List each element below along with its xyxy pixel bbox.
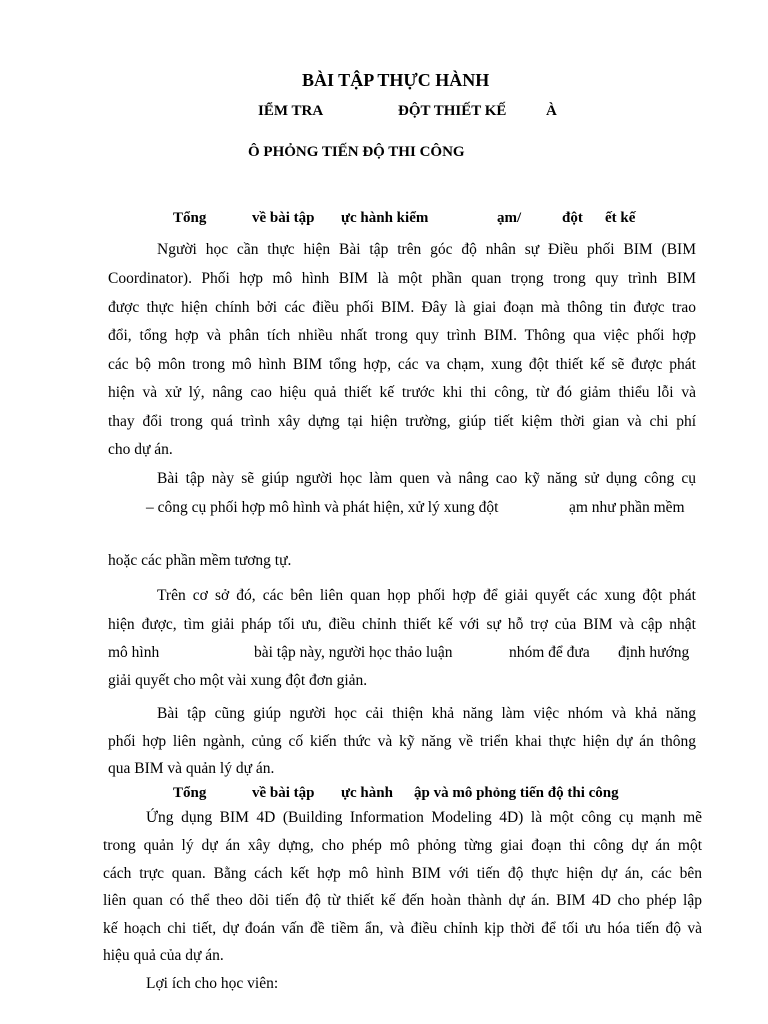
paragraph-line-fragment: định hướng xyxy=(618,644,690,661)
section2-heading-part-2: về bài tập xyxy=(252,785,315,801)
paragraph-line: cách trực quan. Bằng cách kết hợp mô hình BIM với tiến độ thực hiện dự án, các bên xyxy=(103,865,702,882)
subtitle-fragment-1: IỂM TRA xyxy=(258,103,324,119)
section1-heading-part-2: về bài tập xyxy=(252,210,315,226)
section2-heading-part-1: Tổng xyxy=(173,785,207,801)
paragraph-line: hiệu quả của dự án. xyxy=(103,947,224,964)
paragraph-line-fragment: – công cụ phối hợp mô hình và phát hiện, xử lý xung đột xyxy=(146,499,499,516)
paragraph-line: qua BIM và quản lý dự án. xyxy=(108,760,275,777)
paragraph-line: liên quan có thể theo dõi tiến độ từ thiết kế đến hoàn thành dự án. BIM 4D cho phép lập xyxy=(103,892,702,909)
paragraph-line: hiện được, tìm giải pháp tối ưu, điều chỉnh thiết kế với sự hỗ trợ của BIM và cập nhật xyxy=(108,616,696,633)
subtitle-line-3: Ô PHỎNG TIẾN ĐỘ THI CÔNG xyxy=(248,144,465,160)
section1-heading-part-3: ực hành kiểm xyxy=(341,210,429,226)
paragraph-line: hoặc các phần mềm tương tự. xyxy=(108,552,292,569)
paragraph-line: trong quản lý dự án xây dựng, cho phép mô phỏng từng giai đoạn thi công dự án một xyxy=(103,837,702,854)
paragraph-line: Coordinator). Phối hợp mô hình BIM là một phần quan trọng trong quy trình BIM xyxy=(108,270,696,287)
page-title: BÀI TẬP THỰC HÀNH xyxy=(302,70,490,90)
section2-heading-part-4: ập và mô phỏng tiến độ thi công xyxy=(414,785,619,801)
paragraph-line: Trên cơ sở đó, các bên liên quan họp phối hợp để giải quyết các xung đột phát xyxy=(157,587,696,604)
paragraph-line: Ứng dụng BIM 4D (Building Information Modeling 4D) là một công cụ mạnh mẽ xyxy=(146,809,702,826)
section1-heading-part-4: ạm/ xyxy=(497,210,522,226)
paragraph-line-fragment: mô hình xyxy=(108,644,160,661)
paragraph-line: Người học cần thực hiện Bài tập trên góc độ nhân sự Điều phối BIM (BIM xyxy=(157,241,696,258)
benefits-label: Lợi ích cho học viên: xyxy=(146,975,279,992)
section2-heading-part-3: ực hành xyxy=(341,785,393,801)
section1-heading-part-1: Tổng xyxy=(173,210,207,226)
paragraph-line: thay đổi trong quá trình xây dựng tại hiện trường, giúp tiết kiệm thời gian và chi phí xyxy=(108,413,696,430)
paragraph-line: cho dự án. xyxy=(108,441,173,458)
paragraph-line: phối hợp liên ngành, củng cố kiến thức và kỹ năng về triển khai thực hiện dự án thông xyxy=(108,733,696,750)
paragraph-line-fragment: ạm như phần mềm xyxy=(569,499,685,516)
paragraph-line: đổi, tổng hợp và phân tích nhiều nhất trong quy trình BIM. Thông qua việc phối hợp xyxy=(108,327,696,344)
paragraph-line: các bộ môn trong mô hình BIM tổng hợp, các va chạm, xung đột thiết kế sẽ được phát xyxy=(108,356,696,373)
paragraph-line: kế hoạch chi tiết, dự đoán vấn đề tiềm ẩn, và điều chỉnh kịp thời để tối ưu hóa tiến độ và xyxy=(103,920,702,937)
paragraph-line: Bài tập này sẽ giúp người học làm quen và nâng cao kỹ năng sử dụng công cụ xyxy=(157,470,696,487)
paragraph-line: hiện và xử lý, nâng cao hiệu quả thiết kế trước khi thi công, từ đó giảm thiểu lỗi và xyxy=(108,384,696,401)
paragraph-line-fragment: nhóm để đưa xyxy=(509,644,590,661)
subtitle-fragment-3: À xyxy=(546,103,557,119)
paragraph-line: giải quyết cho một vài xung đột đơn giản. xyxy=(108,672,368,689)
section1-heading-part-6: ết kế xyxy=(605,210,636,226)
paragraph-line-fragment: bài tập này, người học thảo luận xyxy=(254,644,453,661)
paragraph-line: Bài tập cũng giúp người học cải thiện khả năng làm việc nhóm và khả năng xyxy=(157,705,696,722)
section1-heading-part-5: đột xyxy=(562,210,583,226)
subtitle-fragment-2: ĐỘT THIẾT KẾ xyxy=(398,103,507,119)
paragraph-line: được thực hiện chính bởi các điều phối BIM. Đây là giai đoạn mà thông tin được trao xyxy=(108,299,696,316)
